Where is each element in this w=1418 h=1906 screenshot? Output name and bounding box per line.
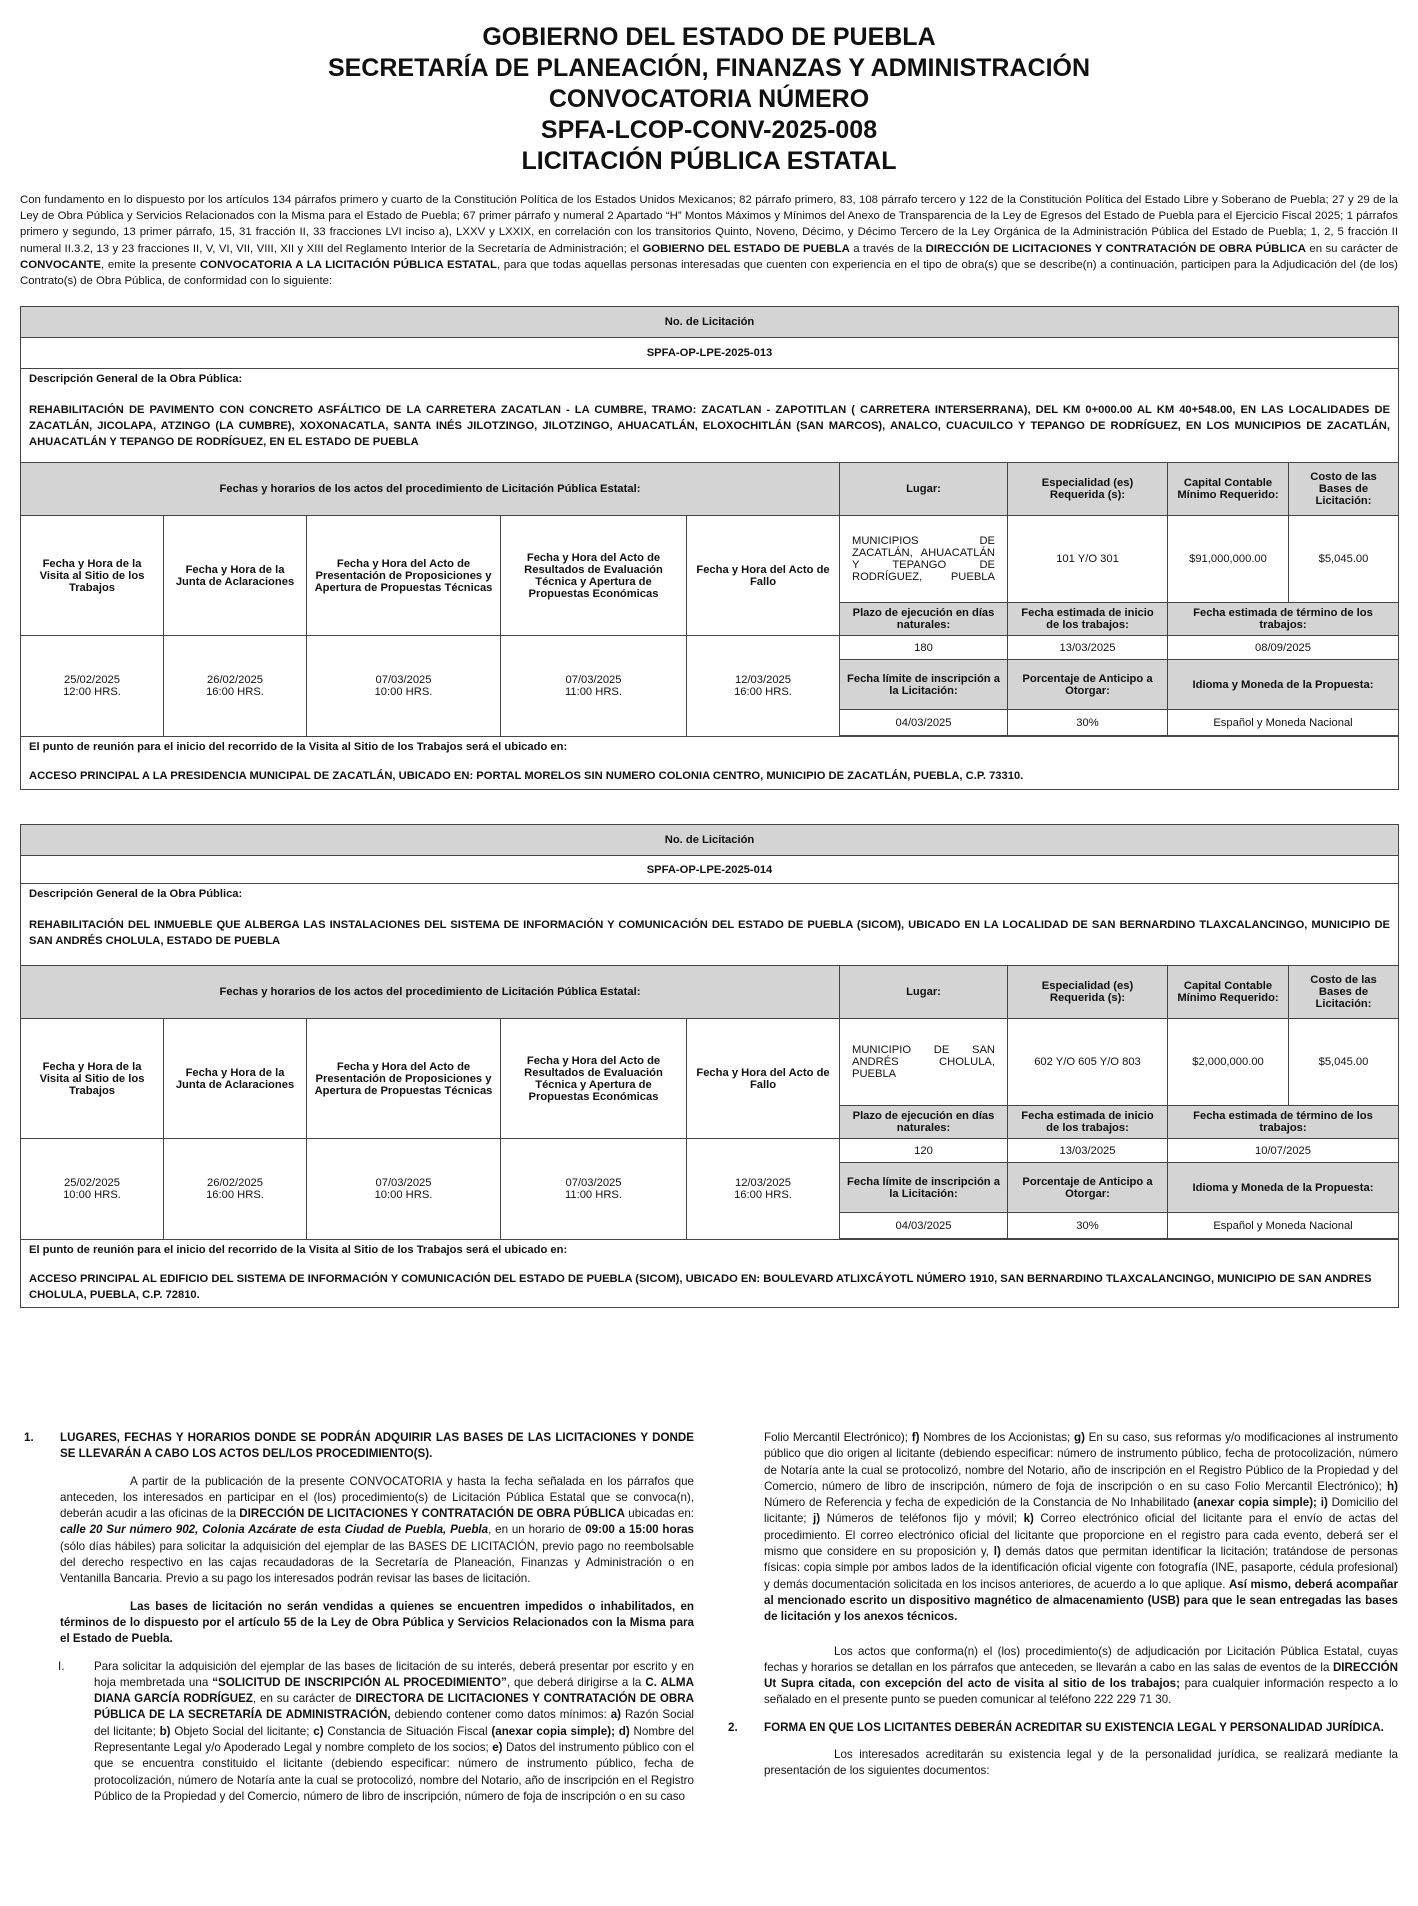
punto-reunion-text: ACCESO PRINCIPAL AL EDIFICIO DEL SISTEMA DE INFORMACIÓN Y COMUNICACIÓN DEL ESTADO DE PUEBLA (SICOM), UBICADO EN: BOULEVARD ATLIXCÁYOTL NÚMERO 1910, SAN BERNARDINO TLAXCALANCINGO, MUNICIPIO DE SAN ANDRES CHOLULA, PUEBLA, C.P. 72810. — [29, 1273, 1372, 1302]
plazo-value: 180 — [840, 636, 1008, 660]
licitacion-number: SPFA-OP-LPE-2025-013 — [21, 338, 1399, 369]
termino-value: 08/09/2025 — [1168, 636, 1399, 660]
termino-label: Fecha estimada de término de los trabajos: — [1168, 1106, 1399, 1139]
header-licitacion: LICITACIÓN PÚBLICA ESTATAL — [521, 147, 897, 175]
descripcion-text: REHABILITACIÓN DE PAVIMENTO CON CONCRETO ASFÁLTICO DE LA CARRETERA ZACATLAN - LA CUMBRE, TRAMO: ZACATLAN - ZAPOTITLAN ( CARRETERA INTERSERRANA), DEL KM 0+000.00 AL KM 40+548.00, EN LAS LOCALIDADES DE ZACATLÁN, JICOLAPA, ATZINGO (LA CUMBRE), XOXONACATLA, SANTA INÉS JILOTZINGO, JILOTZINGO, AHUACATLÁN, ELOXOCHITLÁN (SAN MARCOS), ANALCO, CUACUILCO Y TEPANGO DE RODRÍGUEZ, EN LOS MUNICIPIOS DE ZACATLÁN, AHUACATLÁN Y TEPANGO DE RODRÍGUEZ, EN EL ESTADO DE PUEBLA — [29, 404, 1390, 449]
capital-label: Capital Contable Mínimo Requerido: — [1168, 966, 1289, 1019]
visita-value: 25/02/2025 10:00 HRS. — [21, 1139, 164, 1240]
idioma-label: Idioma y Moneda de la Propuesta: — [1168, 660, 1399, 710]
limite-label: Fecha límite de inscripción a la Licitación: — [840, 660, 1008, 710]
limite-value: 04/03/2025 — [840, 710, 1008, 736]
no-licitacion-label: No. de Licitación — [21, 307, 1399, 338]
junta-label: Fecha y Hora de la Junta de Aclaraciones — [164, 1019, 307, 1139]
left-column — [20, 1430, 694, 1805]
anticipo-value: 30% — [1008, 1213, 1168, 1239]
fallo-label: Fecha y Hora del Acto de Fallo — [687, 1019, 840, 1139]
licitacion-table-1 — [20, 306, 1399, 790]
header-convocatoria: CONVOCATORIA NÚMERO — [548, 85, 870, 113]
plazo-label: Plazo de ejecución en días naturales: — [840, 1106, 1008, 1139]
fallo-label: Fecha y Hora del Acto de Fallo — [687, 516, 840, 636]
descripcion-cell — [21, 884, 1399, 966]
costo-label: Costo de las Bases de Licitación: — [1289, 463, 1399, 516]
costo-label: Costo de las Bases de Licitación: — [1289, 966, 1399, 1019]
header-convocatoria-number: SPFA-LCOP-CONV-2025-008 — [540, 116, 878, 144]
actos-paragraph: Los actos que conforma(n) el (los) procedimiento(s) de adjudicación por Licitación Pública Estatal, cuyas fechas y horarios se detallan en los párrafos que anteceden, se llevarán a cabo en las salas de eventos de la DIRECCIÓN Ut Supra citada, con excepción del acto de visita al sitio de los trabajos; para cualquier información respecto a lo señalado en el presente punto se pueden comunicar al teléfono 222 229 71 30. — [764, 1644, 1398, 1707]
resultados-value: 07/03/2025 11:00 HRS. — [501, 636, 687, 737]
limite-value: 04/03/2025 — [840, 1213, 1008, 1239]
fechas-actos-label: Fechas y horarios de los actos del procedimiento de Licitación Pública Estatal: — [21, 966, 840, 1019]
especialidad-label: Especialidad (es) Requerida (s): — [1008, 966, 1168, 1019]
fallo-value: 12/03/2025 16:00 HRS. — [687, 636, 840, 737]
anticipo-value: 30% — [1008, 710, 1168, 736]
capital-label: Capital Contable Mínimo Requerido: — [1168, 463, 1289, 516]
capital-value: $91,000,000.00 — [1168, 516, 1289, 603]
section-1-heading: 1. LUGARES, FECHAS Y HORARIOS DONDE SE PODRÁN ADQUIRIR LAS BASES DE LAS LICITACIONES Y DONDE SE LLEVARÁN A CABO LOS ACTOS DEL/LOS PROCEDIMIENTO(S). — [20, 1430, 694, 1463]
descripcion-label: Descripción General de la Obra Pública: — [29, 373, 243, 386]
capital-value: $2,000,000.00 — [1168, 1019, 1289, 1106]
anticipo-label: Porcentaje de Anticipo a Otorgar: — [1008, 660, 1168, 710]
section-2-heading: 2. FORMA EN QUE LOS LICITANTES DEBERÁN ACREDITAR SU EXISTENCIA LEGAL Y PERSONALIDAD JURÍDICA. — [724, 1720, 1398, 1736]
fechas-actos-label: Fechas y horarios de los actos del procedimiento de Licitación Pública Estatal: — [21, 463, 840, 516]
licitacion-table-2 — [20, 824, 1399, 1308]
section-1-item-1: I. Para solicitar la adquisición del ejemplar de las bases de licitación de su interés, deberá presentar por escrito y en hoja membretada una “SOLICITUD DE INSCRIPCIÓN AL PROCEDIMIENTO”, que deberá dirigirse a la C. ALMA DIANA GARCÍA RODRÍGUEZ, en su carácter de DIRECTORA DE LICITACIONES Y CONTRATACIÓN DE OBRA PÚBLICA DE LA SECRETARÍA DE ADMINISTRACIÓN, debiendo contener como datos mínimos: a) Razón Social del licitante; b) Objeto Social del licitante; c) Constancia de Situación Fiscal (anexar copia simple); d) Nombre del Representante Legal y/o Apoderado Legal y nombre completo de los socios; e) Datos del instrumento público con el que se encuentra constituido el licitante (debiendo especificar: número de instrumento público, fecha de protocolización, número de Notaría ante la cual se protocolizó, nombre del Notario, año de inscripción en el Registro Público de la Propiedad y del Comercio, número de libro de inscripción, número de foja de inscripción o en su caso — [58, 1659, 694, 1803]
lugar-value: MUNICIPIO DE SAN ANDRÉS CHOLULA, PUEBLA — [840, 1019, 1008, 1106]
visita-value: 25/02/2025 12:00 HRS. — [21, 636, 164, 737]
especialidad-label: Especialidad (es) Requerida (s): — [1008, 463, 1168, 516]
termino-value: 10/07/2025 — [1168, 1139, 1399, 1163]
intro-paragraph: Con fundamento en lo dispuesto por los artículos 134 párrafos primero y cuarto de la Constitución Política de los Estados Unidos Mexicanos; 82 párrafo primero, 83, 108 párrafo tercero y 122 de la Constitución Política del Estado Libre y Soberano de Puebla; 27 y 29 de la Ley de Obra Pública y Servicios Relacionados con la Misma para el Estado de Puebla; 67 primer párrafo y numeral 2 Apartado “H” Montos Máximos y Mínimos del Anexo de Transparencia de la Ley de Egresos del Estado de Puebla para el Ejercicio Fiscal 2025; 1 párrafos primero y segundo, 13 primer párrafo, 15, 31 fracción II, 33 fracciones LVI inciso a), LXXV y LXXIX, en correlación con los transitorios Quinto, Noveno, Décimo, y Décimo Tercero de la Ley Orgánica de la Administración Pública del Estado de Puebla; 1, 2, 5 fracción II numeral II.3.2, 13 y 23 fracciones II, V, VI, VII, VIII, XII y XIII del Reglamento Interior de la Secretaría de Administración; el GOBIERNO DEL ESTADO DE PUEBLA a través de la DIRECCIÓN DE LICITACIONES Y CONTRATACIÓN DE OBRA PÚBLICA en su carácter de CONVOCANTE, emite la presente CONVOCATORIA A LA LICITACIÓN PÚBLICA ESTATAL, para que todas aquellas personas interesadas que cuenten con experiencia en el tipo de obra(s) que se describe(n) a continuación, participen para la Adjudicación del (de los) Contrato(s) de Obra Pública, de conformidad con lo siguiente: — [20, 194, 1399, 288]
termino-label: Fecha estimada de término de los trabajos: — [1168, 603, 1399, 636]
presentacion-label: Fecha y Hora del Acto de Presentación de Proposiciones y Apertura de Propuestas Técnicas — [307, 516, 501, 636]
junta-value: 26/02/2025 16:00 HRS. — [164, 1139, 307, 1240]
section-2-paragraph: Los interesados acreditarán su existencia legal y de la personalidad jurídica, se realizará mediante la presentación de los siguientes documentos: — [764, 1748, 1398, 1778]
costo-value: $5,045.00 — [1289, 516, 1399, 603]
item-1-continuation: Folio Mercantil Electrónico); f) Nombres de los Accionistas; g) En su caso, sus reformas y/o modificaciones al instrumento público que dio origen al licitante (debiendo especificar: número de instrumento público, fecha de protocolización, número de Notaría ante la cual se protocolizó, nombre del Notario, año de inscripción en el Registro Público de la Propiedad y del Comercio, número de libro de inscripción, número de foja de inscripción o en su caso Folio Mercantil Electrónico); h) Número de Referencia y fecha de expedición de la Constancia de No Inhabilitado (anexar copia simple); i) Domicilio del licitante; j) Números de teléfonos fijo y móvil; k) Correo electrónico oficial del licitante para el envío de actas del procedimiento. El correo electrónico oficial del licitante que proporcione en el registro para cada evento, deberá ser el mismo que considere en su proposición y, l) demás datos que permitan identificar la licitación; tratándose de personas físicas: copia simple por ambos lados de la identificación oficial vigente con fotografía (INE, pasaporte, cédula profesional) y demás documentación solicitada en los incisos anteriores, de acuerdo a lo que aplique. Así mismo, deberá acompañar al mencionado escrito un dispositivo magnético de almacenamiento (USB) para que le sean entregadas las bases de licitación y los anexos técnicos. — [764, 1431, 1399, 1624]
punto-reunion-label: El punto de reunión para el inicio del recorrido de la Visita al Sitio de los Trabajos será el ubicado en: — [29, 1244, 568, 1257]
punto-reunion-text: ACCESO PRINCIPAL A LA PRESIDENCIA MUNICIPAL DE ZACATLÁN, UBICADO EN: PORTAL MORELOS SIN NUMERO COLONIA CENTRO, MUNICIPIO DE ZACATLÁN, PUEBLA, C.P. 73310. — [29, 770, 1024, 783]
resultados-value: 07/03/2025 11:00 HRS. — [501, 1139, 687, 1240]
presentacion-value: 07/03/2025 10:00 HRS. — [307, 1139, 501, 1240]
no-licitacion-label: No. de Licitación — [21, 825, 1399, 856]
punto-reunion-cell — [21, 1240, 1399, 1308]
especialidad-value: 101 Y/O 301 — [1008, 516, 1168, 603]
inicio-value: 13/03/2025 — [1008, 1139, 1168, 1163]
header-secretaria: SECRETARÍA DE PLANEACIÓN, FINANZAS Y ADMINISTRACIÓN — [327, 54, 1091, 82]
resultados-label: Fecha y Hora del Acto de Resultados de Evaluación Técnica y Apertura de Propuestas Económicas — [501, 1019, 687, 1139]
idioma-label: Idioma y Moneda de la Propuesta: — [1168, 1163, 1399, 1213]
lugar-label: Lugar: — [840, 463, 1008, 516]
visita-label: Fecha y Hora de la Visita al Sitio de los Trabajos — [21, 1019, 164, 1139]
section-2-title: FORMA EN QUE LOS LICITANTES DEBERÁN ACREDITAR SU EXISTENCIA LEGAL Y PERSONALIDAD JURÍDICA. — [764, 1720, 1384, 1734]
punto-reunion-label: El punto de reunión para el inicio del recorrido de la Visita al Sitio de los Trabajos será el ubicado en: — [29, 741, 568, 754]
licitacion-number: SPFA-OP-LPE-2025-014 — [21, 856, 1399, 884]
lugar-value: MUNICIPIOS DE ZACATLÁN, AHUACATLÁN Y TEPANGO DE RODRÍGUEZ, PUEBLA — [840, 516, 1008, 603]
resultados-label: Fecha y Hora del Acto de Resultados de Evaluación Técnica y Apertura de Propuestas Económicas — [501, 516, 687, 636]
descripcion-label: Descripción General de la Obra Pública: — [29, 888, 243, 901]
idioma-value: Español y Moneda Nacional — [1168, 1213, 1399, 1239]
plazo-label: Plazo de ejecución en días naturales: — [840, 603, 1008, 636]
presentacion-label: Fecha y Hora del Acto de Presentación de Proposiciones y Apertura de Propuestas Técnicas — [307, 1019, 501, 1139]
junta-value: 26/02/2025 16:00 HRS. — [164, 636, 307, 737]
descripcion-cell — [21, 369, 1399, 463]
right-column — [724, 1430, 1398, 1805]
costo-value: $5,045.00 — [1289, 1019, 1399, 1106]
idioma-value: Español y Moneda Nacional — [1168, 710, 1399, 736]
presentacion-value: 07/03/2025 10:00 HRS. — [307, 636, 501, 737]
section-1-paragraph-1: A partir de la publicación de la presente CONVOCATORIA y hasta la fecha señalada en los párrafos que anteceden, los interesados en participar en el (los) procedimiento(s) de Licitación Pública Estatal que se convoca(n), deberán acudir a las oficinas de la DIRECCIÓN DE LICITACIONES Y CONTRATACIÓN DE OBRA PÚBLICA ubicadas en: calle 20 Sur número 902, Colonia Azcárate de esta Ciudad de Puebla, Puebla, en un horario de 09:00 a 15:00 horas (sólo días hábiles) para solicitar la adquisición del ejemplar de las BASES DE LICITACIÓN, previo pago no reembolsable del derecho respectivo en las cajas recaudadoras de la Secretaría de Planeación, Finanzas y Administración o en Ventanilla Bancaria. Previo a su pago los interesados podrán revisar las bases de licitación. — [60, 1474, 695, 1586]
section-1-title: LUGARES, FECHAS Y HORARIOS DONDE SE PODRÁN ADQUIRIR LAS BASES DE LAS LICITACIONES Y DONDE SE LLEVARÁN A CABO LOS ACTOS DEL/LOS PROCEDIMIENTO(S). — [60, 1431, 694, 1461]
junta-label: Fecha y Hora de la Junta de Aclaraciones — [164, 516, 307, 636]
inicio-label: Fecha estimada de inicio de los trabajos: — [1008, 1106, 1168, 1139]
fallo-value: 12/03/2025 16:00 HRS. — [687, 1139, 840, 1240]
visita-label: Fecha y Hora de la Visita al Sitio de los Trabajos — [21, 516, 164, 636]
section-1-paragraph-2: Las bases de licitación no serán vendidas a quienes se encuentren impedidos o inhabilitados, en términos de lo dispuesto por el artículo 55 de la Ley de Obra Pública y Servicios Relacionados con la Misma para el Estado de Puebla. — [60, 1599, 694, 1646]
lugar-label: Lugar: — [840, 966, 1008, 1019]
descripcion-text: REHABILITACIÓN DEL INMUEBLE QUE ALBERGA LAS INSTALACIONES DEL SISTEMA DE INFORMACIÓN Y COMUNICACIÓN DEL ESTADO DE PUEBLA (SICOM), UBICADO EN LA LOCALIDAD DE SAN BERNARDINO TLAXCALANCINGO, MUNICIPIO DE SAN ANDRÉS CHOLULA, ESTADO DE PUEBLA — [29, 919, 1390, 948]
header-government: GOBIERNO DEL ESTADO DE PUEBLA — [482, 23, 936, 51]
anticipo-label: Porcentaje de Anticipo a Otorgar: — [1008, 1163, 1168, 1213]
limite-label: Fecha límite de inscripción a la Licitación: — [840, 1163, 1008, 1213]
body-columns — [20, 1430, 1398, 1805]
punto-reunion-cell — [21, 737, 1399, 790]
inicio-value: 13/03/2025 — [1008, 636, 1168, 660]
plazo-value: 120 — [840, 1139, 1008, 1163]
inicio-label: Fecha estimada de inicio de los trabajos: — [1008, 603, 1168, 636]
document-header — [20, 22, 1398, 177]
especialidad-value: 602 Y/O 605 Y/O 803 — [1008, 1019, 1168, 1106]
